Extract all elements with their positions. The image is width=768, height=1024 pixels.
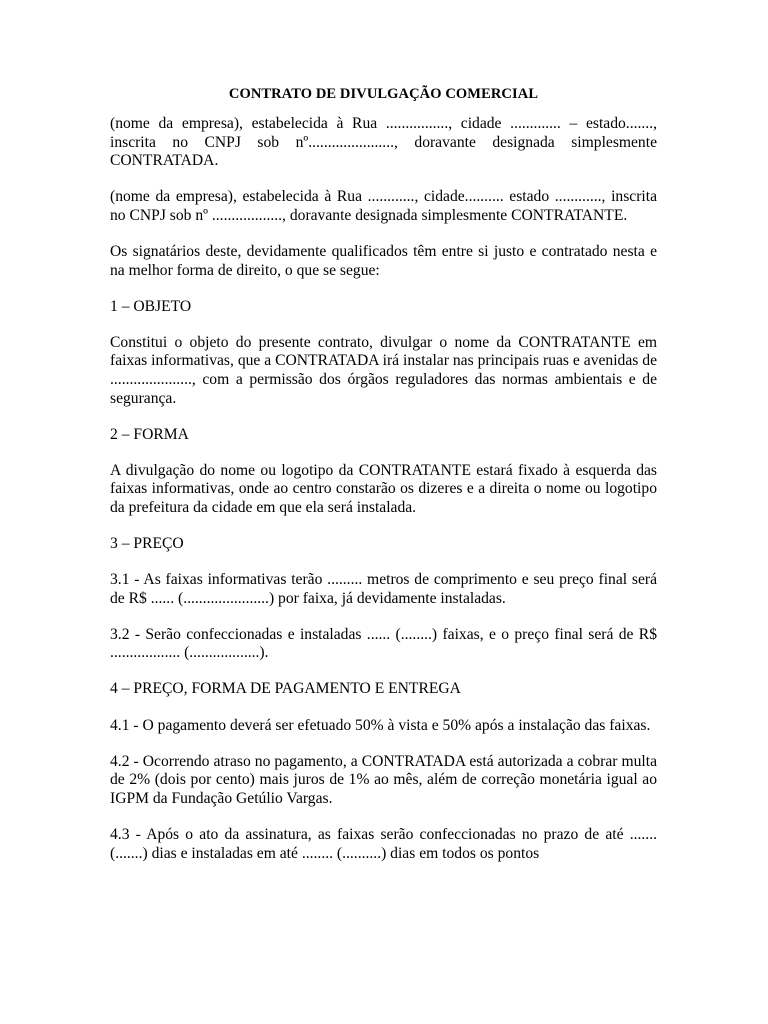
- clause-4-3: 4.3 - Após o ato da assinatura, as faixas serão confeccionadas no prazo de até ....... (.......) dias e instaladas em até ........ (..........) dias em todos os pontos: [110, 825, 657, 862]
- document-title: CONTRATO DE DIVULGAÇÃO COMERCIAL: [228, 86, 539, 102]
- contratada-paragraph: (nome da empresa), estabelecida à Rua ................, cidade ............. – estado......., inscrita no CNPJ sob nº......................, doravante designada simplesmente CONTRATADA.: [110, 115, 657, 170]
- contratante-paragraph: (nome da empresa), estabelecida à Rua ............, cidade.......... estado ............, inscrita no CNPJ sob nº .................., doravante designada simplesmente CONTRATANTE.: [110, 188, 657, 224]
- clause-3-2: 3.2 - Serão confeccionadas e instaladas ...... (........) faixas, e o preço final será de R$ .................. (..................).: [110, 625, 657, 662]
- section-heading-forma: 2 – FORMA: [110, 425, 189, 443]
- section-heading-pagamento: 4 – PREÇO, FORMA DE PAGAMENTO E ENTREGA: [110, 680, 461, 698]
- clause-3-1: 3.1 - As faixas informativas terão ......... metros de comprimento e seu preço final será de R$ ...... (......................) por faixa, já devidamente instaladas.: [110, 571, 657, 607]
- clause-4-1: 4.1 - O pagamento deverá ser efetuado 50% à vista e 50% após a instalação das faixas.: [110, 716, 651, 734]
- contract-page: [110, 84, 657, 881]
- intro-paragraph: Os signatários deste, devidamente qualificados têm entre si justo e contratado nesta e na melhor forma de direito, o que se segue:: [110, 242, 657, 279]
- forma-paragraph: A divulgação do nome ou logotipo da CONTRATANTE estará fixado à esquerda das faixas informativas, onde ao centro constarão os dizeres e a direita o nome ou logotipo da prefeitura da cidade em que ela será instalada.: [110, 461, 657, 516]
- section-heading-preco: 3 – PREÇO: [110, 535, 184, 552]
- objeto-paragraph: Constitui o objeto do presente contrato, divulgar o nome da CONTRATANTE em faixas informativas, que a CONTRATADA irá instalar nas principais ruas e avenidas de ....................., com a permissão dos órgãos reguladores das normas ambientais e de segurança.: [110, 333, 657, 407]
- section-heading-objeto: 1 – OBJETO: [110, 297, 192, 315]
- clause-4-2: 4.2 - Ocorrendo atraso no pagamento, a CONTRATADA está autorizada a cobrar multa de 2% (dois por cento) mais juros de 1% ao mês, além de correção monetária igual ao IGPM da Fundação Getúlio Vargas.: [110, 752, 657, 807]
